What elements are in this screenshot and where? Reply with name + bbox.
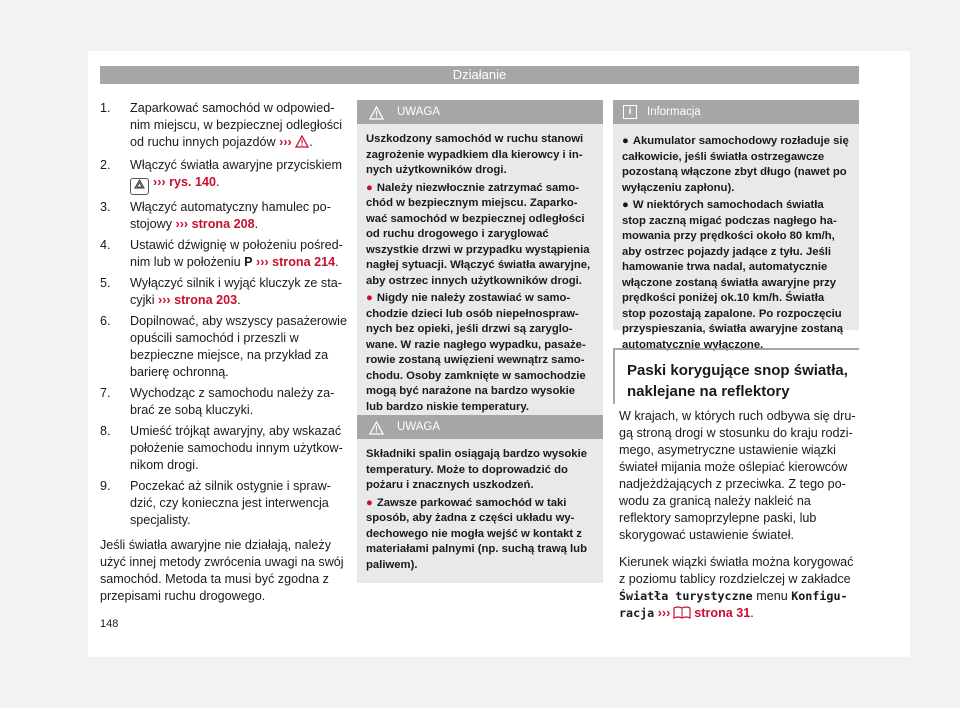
warning-bullet-text: Nigdy nie należy zostawiać w samochodzie dzieci lub osób niepełnosprawnych bez opieki, jeśli drzwi są zaryglowane. W razie nagłego wypadku, pasażerowie zostaną uwięzieni wewnątrz samochodu. Osoby zamknięte w samochodzie mogą być narażone na bardzo wysokie lub bardzo niskie temperatury. (366, 292, 586, 413)
menu-tab-name: Światła turystyczne (619, 589, 753, 603)
step-punct: . (237, 293, 241, 307)
step-number: 4. (100, 238, 111, 252)
warning-triangle-icon (369, 420, 384, 444)
paragraph-text: menu (756, 589, 788, 603)
step-number: 6. (100, 314, 111, 328)
step-text: Zaparkować samochód w odpowiednim miejscu, w bezpiecznej odległości od ruchu innych pojazdów (130, 101, 343, 149)
info-bullet (622, 134, 850, 196)
step-text: Wyłączyć silnik i wyjąć kluczyk ze stacyjki (130, 276, 342, 307)
warning-box (357, 415, 603, 583)
step-item (100, 313, 348, 381)
step-text: Wychodząc z samochodu należy zabrać ze sobą kluczyki. (130, 386, 335, 417)
warning-box-title: UWAGA (397, 106, 441, 118)
info-icon: i (623, 105, 637, 119)
warning-box-body (357, 439, 603, 583)
step-link-arrows[interactable]: ››› (279, 135, 292, 149)
info-box-header (613, 100, 859, 124)
step-item (100, 385, 348, 419)
bullet-dot-icon: ● (366, 292, 373, 304)
info-bullet-text: Akumulator samochodowy rozładuje się całkowicie, jeśli światła ostrzegawcze pozostaną włączone zbyt długo (nawet po wyłączeniu zapłonu). (622, 135, 849, 194)
step-link-arrows[interactable]: ››› (153, 175, 166, 189)
step-ref-link[interactable]: rys. 140 (169, 175, 217, 189)
ref-link[interactable]: strona 31 (694, 606, 751, 620)
section-body (619, 408, 859, 635)
step-item (100, 275, 348, 309)
book-icon (673, 605, 691, 625)
step-ref-link[interactable]: strona 203 (174, 293, 238, 307)
page-header: Działanie (100, 66, 859, 84)
warning-box-header (357, 100, 603, 124)
warning-bullet (366, 496, 594, 574)
step-item (100, 199, 348, 233)
step-punct: . (216, 175, 220, 189)
step-punct: . (254, 217, 259, 231)
step-item (100, 157, 348, 195)
warning-bullet-text: Zawsze parkować samochód w taki sposób, aby żadna z części układu wydechowego nie mogła wejść w kontakt z materiałami palnymi (np. suchą trawą lub paliwem). (366, 496, 587, 571)
bullet-dot-icon: ● (366, 181, 373, 194)
step-text: Dopilnować, aby wszyscy pasażerowie opuścili samochód i przeszli w bezpieczne miejsce, na przykład za barierę ochronną. (130, 314, 347, 379)
bullet-dot-icon: ● (366, 496, 373, 509)
step-text: Poczekać aż silnik ostygnie i sprawdzić, czy konieczna jest interwencja specjalisty. (130, 479, 331, 527)
step-number: 2. (100, 158, 111, 172)
ref-link-arrows[interactable]: ››› (657, 606, 671, 620)
step-text: Umieść trójkąt awaryjny, aby wskazać położenie samochodu innym użytkownikom drogi. (130, 424, 343, 472)
paragraph-text: Kierunek wiązki światła można korygować z poziomu tablicy rozdzielczej w zakładce (619, 555, 854, 586)
step-item (100, 100, 348, 153)
step-text: Włączyć automatyczny hamulec postojowy (130, 200, 331, 231)
step-number: 8. (100, 424, 111, 438)
warning-bullet (366, 181, 594, 290)
step-punct: . (335, 255, 339, 269)
warning-bullet-text: Należy niezwłocznie zatrzymać samochód w bezpiecznym miejscu. Zaparkować samochód w bezpiecznej odległości od ruchu drogowego i zaryglować wszystkie drzwi w przypadku wystąpienia nagłej sytuacji. Włączyć światła awaryjne, aby ostrzec innych użytkowników drogi. (366, 181, 591, 287)
warning-box-header (357, 415, 603, 439)
section-paragraph (619, 554, 859, 625)
step-number: 9. (100, 479, 111, 493)
step-text: Włączyć światła awaryjne przyciskiem (130, 158, 343, 172)
step-link-arrows[interactable]: ››› (158, 293, 171, 307)
warning-box-body (357, 124, 603, 425)
warning-box-title: UWAGA (397, 421, 441, 433)
warning-triangle-icon (369, 105, 384, 129)
info-bullet (622, 198, 850, 353)
body-paragraph: Jeśli światła awaryjne nie działają, należy użyć innej metody zwrócenia uwagi na swój samochód. Metoda ta musi być zgodna z przepisami ruchu drogowego. (100, 538, 344, 603)
bullet-dot-icon: ● (622, 199, 629, 211)
step-number: 5. (100, 276, 111, 290)
steps-column (100, 100, 348, 605)
menu-name: Konfiguracja (619, 589, 848, 620)
warning-box (357, 100, 603, 425)
bullet-dot-icon: ● (622, 135, 629, 147)
page-number: 148 (100, 618, 119, 630)
warning-triangle-icon[interactable] (295, 135, 309, 153)
step-punct: . (309, 135, 313, 149)
step-item (100, 237, 348, 271)
paragraph-punct: . (750, 606, 754, 620)
warning-bullet (366, 291, 594, 415)
step-number: 1. (100, 101, 111, 115)
step-item (100, 423, 348, 474)
gear-position-label: P (244, 255, 253, 269)
step-link-arrows[interactable]: ››› (175, 217, 189, 231)
step-link-arrows[interactable]: ››› (256, 255, 269, 269)
step-number: 7. (100, 386, 111, 400)
step-number: 3. (100, 200, 111, 214)
warning-intro: Uszkodzony samochód w ruchu stanowi zagrożenie wypadkiem dla kierowcy i innych użytkowników drogi. (366, 133, 584, 176)
section-heading: Paski korygujące snop światła, naklejane na reflektory (613, 348, 859, 404)
info-bullet-text: W niektórych samochodach światła stop zaczną migać podczas nagłego hamowania przy prędkości około 80 km/h, aby ostrzec pojazdy jadące z tyłu. Jeśli hamowanie trwa nadal, automatycznie włączone zostaną światła awaryjne przy prędkości poniżej ok.10 km/h. Światła stop pozostają zapalone. Po rozpoczęciu przyspieszania, światła awaryjne zostaną automatycznie wyłączone. (622, 199, 844, 351)
step-item (100, 478, 348, 529)
step-text: Ustawić dźwignię w położeniu pośrednim lub w położeniu (130, 238, 343, 269)
info-box-title: Informacja (647, 106, 701, 118)
section-paragraph: W krajach, w których ruch odbywa się drugą stroną drogi w stosunku do kraju rodzimego, asymetryczne ustawienie wiązki świateł mijania może oślepiać kierowców nadjeżdżających z przeciwka. Z tego powodu za granicą należy nakleić na reflektory samoprzylepne paski, lub skorygować ustawienie świateł. (619, 409, 856, 542)
hazard-button-icon (130, 178, 149, 195)
step-ref-link[interactable]: strona 208 (191, 217, 255, 231)
info-box-body (613, 124, 859, 361)
warning-intro: Składniki spalin osiągają bardzo wysokie temperatury. Może to doprowadzić do pożaru i znacznych uszkodzeń. (366, 448, 587, 491)
step-ref-link[interactable]: strona 214 (272, 255, 336, 269)
info-box (613, 100, 859, 351)
